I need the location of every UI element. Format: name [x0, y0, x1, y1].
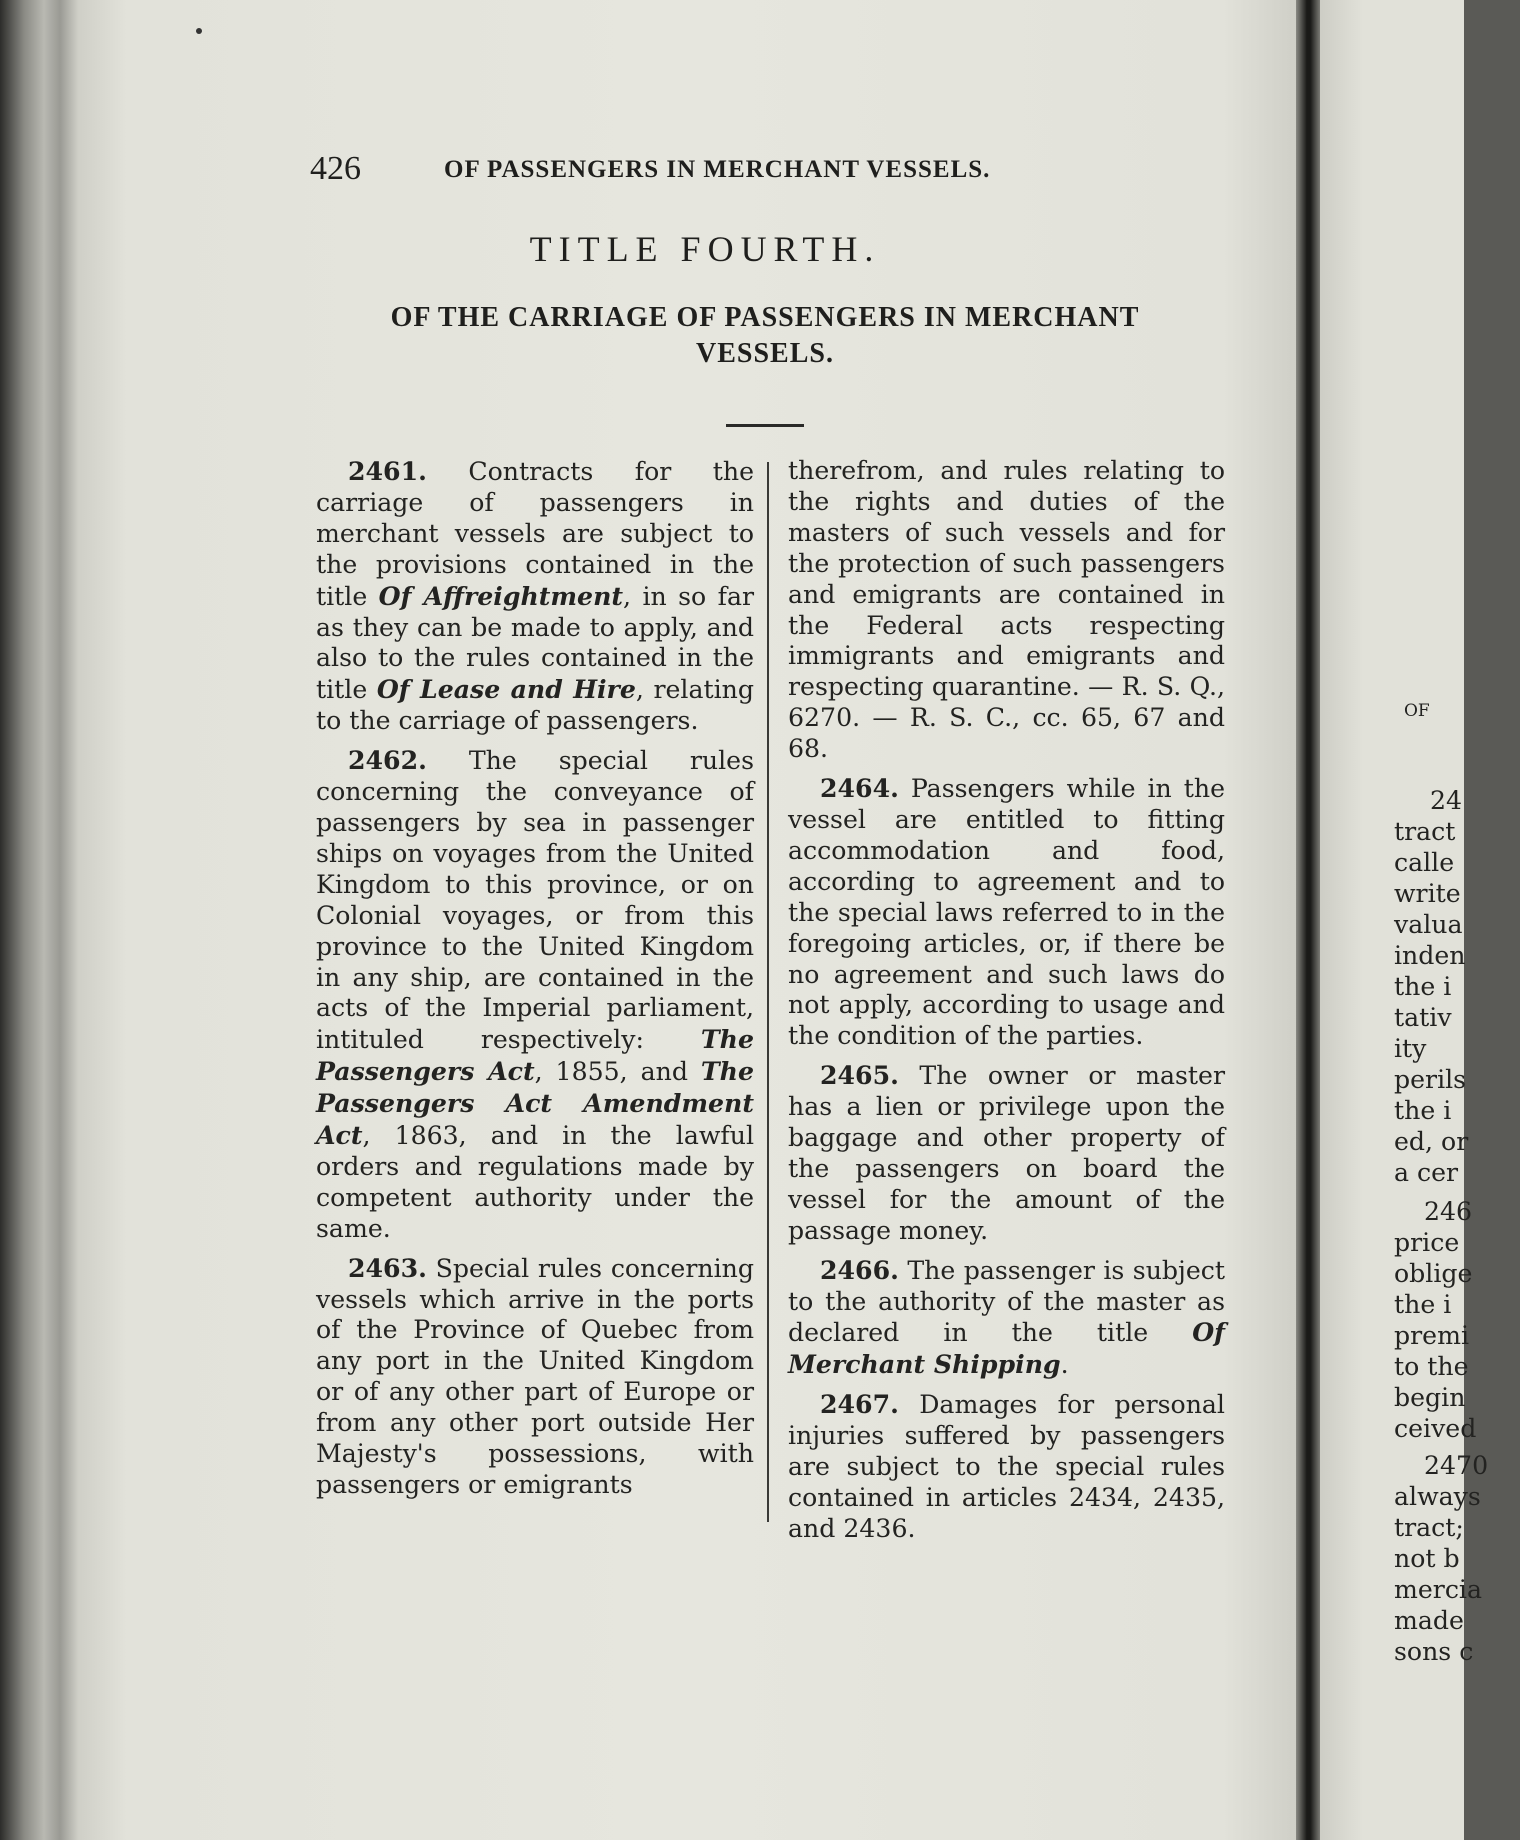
subtitle-line: VESSELS.	[696, 338, 834, 369]
article-2464	[788, 773, 1225, 1052]
facing-page	[1320, 0, 1489, 1840]
facing-fragment: not b	[1394, 1544, 1460, 1573]
article-text: The special rules concerning the conveyance of passengers by sea in passenger ships on voyages from the United Kingdom to this province, or on Colonial voyages, or from this province to the United Kingdom in any ship, are contained in the acts of the Imperial parliament, intituled respectively:	[316, 746, 754, 1055]
article-text: , in so far as they can be made to apply, and also to the rules contained in the title	[316, 581, 755, 705]
facing-fragment: valua	[1394, 910, 1463, 939]
facing-fragment: tract;	[1394, 1513, 1464, 1542]
article-text: .	[1060, 1350, 1069, 1380]
section-title: TITLE FOURTH.	[529, 229, 881, 269]
facing-fragment: 2470	[1424, 1451, 1489, 1480]
page-header	[310, 150, 1100, 196]
facing-fragment: perils	[1394, 1065, 1467, 1094]
facing-fragment: the i	[1394, 1290, 1452, 1319]
page-number: 426	[310, 150, 361, 187]
article-text: The passenger is subject to the authority of the master as declared in the title	[788, 1255, 1225, 1348]
facing-fragment: tract	[1394, 817, 1456, 846]
ink-speck	[196, 28, 202, 34]
title-reference: Of Affreightment	[378, 580, 624, 611]
left-column	[316, 456, 754, 1536]
facing-fragment: 246	[1424, 1197, 1473, 1226]
facing-fragment: ity	[1394, 1034, 1427, 1063]
facing-fragment: begin	[1394, 1383, 1466, 1412]
facing-fragment: price	[1394, 1228, 1460, 1257]
article-number: 2466.	[820, 1254, 899, 1285]
article-2463-continued: therefrom, and rules relating to the rights and duties of the masters of such vessels and for the protection of such passengers and emigrants are contained in the Federal acts respecting immigrants and emigrants and respecting quarantine. — R. S. Q., 6270. — R. S. C., cc. 65, 67 and 68.	[788, 456, 1225, 764]
article-number: 2462.	[348, 745, 427, 776]
facing-fragment: sons c	[1394, 1637, 1474, 1666]
article-2465	[788, 1060, 1225, 1246]
facing-fragment: made	[1394, 1606, 1464, 1635]
article-text: , 1863, and in the lawful orders and regulations made by competent authority under the same.	[316, 1121, 754, 1243]
article-text: Special rules concerning vessels which arrive in the ports of the Province of Quebec from any port in the United Kingdom or of any other part of Europe or from any other port outside Her Majesty's possessions, with passengers or emigrants	[316, 1253, 754, 1499]
article-number: 2461.	[348, 456, 427, 486]
article-text: Damages for personal injuries suffered by passengers are subject to the special rules contained in articles 2434, 2435, and 2436.	[788, 1390, 1225, 1543]
facing-fragment: write	[1394, 879, 1461, 908]
article-number: 2463.	[348, 1252, 427, 1283]
facing-fragment: ed, or	[1394, 1127, 1469, 1156]
title-reference: Of Lease and Hire	[376, 674, 636, 705]
column-divider	[767, 462, 769, 1522]
subtitle-line: OF THE CARRIAGE OF PASSENGERS IN MERCHANT	[390, 302, 1140, 333]
facing-fragment: a cer	[1394, 1158, 1459, 1187]
article-number: 2464.	[820, 773, 899, 804]
article-2461	[316, 456, 754, 737]
title-rule	[726, 424, 804, 427]
facing-fragment: 24	[1430, 786, 1463, 815]
facing-fragment: inden	[1394, 941, 1466, 970]
article-2467	[788, 1389, 1225, 1545]
article-2466	[788, 1255, 1225, 1382]
book-gutter	[1296, 0, 1320, 1840]
article-text: , 1855, and	[534, 1057, 701, 1087]
book-spine-left	[0, 0, 80, 1840]
article-number: 2465.	[820, 1060, 899, 1091]
article-text: Contracts for the carriage of passengers in merchant vessels are subject to the provisions contained in the title	[316, 457, 754, 611]
facing-fragment: the i	[1394, 1096, 1452, 1125]
facing-fragment: OF	[1404, 701, 1430, 721]
facing-fragment: the i	[1394, 972, 1452, 1001]
article-text: , relating to the carriage of passengers.	[316, 675, 754, 736]
article-text: Passengers while in the vessel are entitled to fitting accommodation and food, according to agreement and to the special laws referred to in the foregoing articles, or, if there be no agreement and such laws do not apply, according to usage and the condition of the parties.	[788, 774, 1225, 1051]
act-reference: The Passengers Act Amendment Act	[316, 1056, 754, 1151]
article-2463	[316, 1253, 754, 1501]
act-reference: The Passengers Act	[316, 1024, 754, 1087]
title-reference: Of Merchant Shipping	[788, 1317, 1225, 1380]
running-head: OF PASSENGERS IN MERCHANT VESSELS.	[444, 156, 991, 183]
facing-fragment: ceived	[1394, 1414, 1477, 1443]
facing-fragment: premi	[1394, 1321, 1470, 1350]
section-subtitle	[310, 300, 1220, 372]
article-text: The owner or master has a lien or privilege upon the baggage and other property of the passengers on board the vessel for the amount of the passage money.	[788, 1061, 1225, 1245]
facing-fragment: mercia	[1394, 1575, 1483, 1604]
facing-fragment: always	[1394, 1482, 1481, 1511]
article-number: 2467.	[820, 1389, 899, 1420]
article-2462	[316, 745, 754, 1245]
facing-fragment: tativ	[1394, 1003, 1452, 1032]
right-column	[788, 456, 1225, 1543]
facing-fragment: to the	[1394, 1352, 1469, 1381]
facing-fragment: calle	[1394, 848, 1455, 877]
facing-fragment: oblige	[1394, 1259, 1473, 1288]
